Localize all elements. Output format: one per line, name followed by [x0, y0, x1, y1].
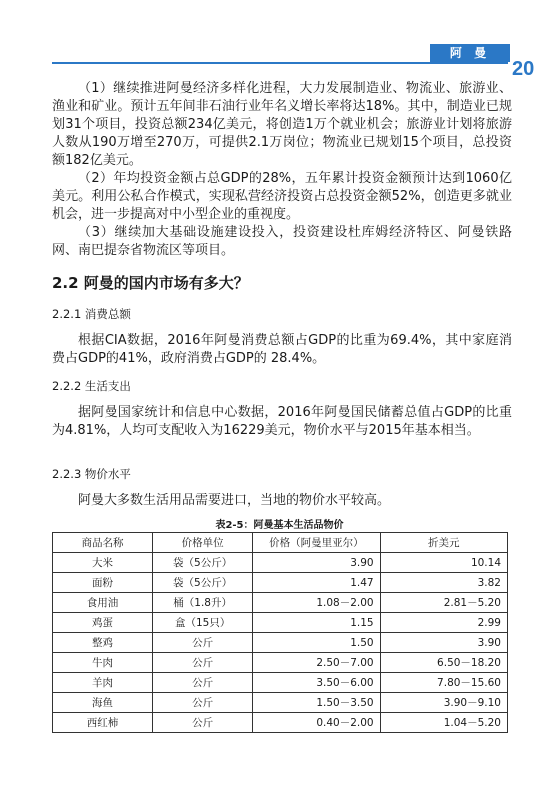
header-bar [430, 44, 510, 62]
paragraph-goal-2: （2）年均投资金额占总GDP的28%，五年累计投资金额预计达到1060亿美元。利用公私合作模式，实现私营经济投资占总投资金额52%，创造更多就业机会，进一步提高对中小型企业的重视度。 [52, 171, 512, 222]
cell-price-omr: 3.50－6.00 [253, 673, 380, 693]
page-number: 20 [512, 58, 535, 80]
cell-price-usd: 3.90 [380, 633, 507, 653]
table-row [53, 573, 508, 593]
cell-product-name: 面粉 [53, 573, 153, 593]
cell-price-omr: 1.50－3.50 [253, 693, 380, 713]
paragraph-goal-1: （1）继续推进阿曼经济多样化进程，大力发展制造业、物流业、旅游业、渔业和矿业。预计五年间非石油行业年名义增长率将达18%。其中，制造业已规划31个项目，投资总额234亿美元，将创造1万个就业机会；旅游业计划将旅游人数从190万增至270万，可提供2.1万岗位；物流业已规划15个项目，总投资额182亿美元。 [52, 81, 512, 168]
cell-price-omr: 0.40－2.00 [253, 713, 380, 733]
cell-price-omr: 1.47 [253, 573, 380, 593]
paragraph-consumption: 根据CIA数据，2016年阿曼消费总额占GDP的比重为69.4%，其中家庭消费占GDP的41%，政府消费占GDP的 28.4%。 [52, 333, 512, 366]
table-row [53, 633, 508, 653]
cell-price-usd: 6.50－18.20 [380, 653, 507, 673]
table-row [53, 613, 508, 633]
cell-product-name: 食用油 [53, 593, 153, 613]
cell-product-name: 牛肉 [53, 653, 153, 673]
table-caption: 表2-5：阿曼基本生活品物价 [215, 520, 344, 531]
cell-product-name: 海鱼 [53, 693, 153, 713]
header-price-omr: 价格（阿曼里亚尔） [253, 533, 380, 553]
cell-price-unit: 公斤 [153, 673, 253, 693]
table-row [53, 653, 508, 673]
table-row [53, 553, 508, 573]
price-table [52, 532, 508, 733]
cell-product-name: 整鸡 [53, 633, 153, 653]
cell-price-omr: 1.08－2.00 [253, 593, 380, 613]
subsection-heading-consumption: 2.2.1 消费总额 [52, 307, 131, 321]
cell-price-usd: 3.82 [380, 573, 507, 593]
header-price-usd: 折美元 [380, 533, 507, 553]
cell-product-name: 西红柿 [53, 713, 153, 733]
subsection-heading-price-level: 2.2.3 物价水平 [52, 467, 131, 481]
cell-price-usd: 7.80－15.60 [380, 673, 507, 693]
cell-price-usd: 1.04－5.20 [380, 713, 507, 733]
cell-price-unit: 盒（15只） [153, 613, 253, 633]
paragraph-living-expense: 据阿曼国家统计和信息中心数据，2016年阿曼国民储蓄总值占GDP的比重为4.81%，人均可支配收入为16229美元，物价水平与2015年基本相当。 [52, 405, 512, 438]
cell-product-name: 羊肉 [53, 673, 153, 693]
cell-product-name: 大米 [53, 553, 153, 573]
cell-price-omr: 3.90 [253, 553, 380, 573]
cell-price-unit: 公斤 [153, 693, 253, 713]
cell-price-unit: 桶（1.8升） [153, 593, 253, 613]
header-rule [52, 62, 508, 64]
cell-price-unit: 公斤 [153, 653, 253, 673]
table-row [53, 713, 508, 733]
cell-price-usd: 2.81－5.20 [380, 593, 507, 613]
cell-price-usd: 10.14 [380, 553, 507, 573]
cell-product-name: 鸡蛋 [53, 613, 153, 633]
table-row [53, 593, 508, 613]
paragraph-price-level: 阿曼大多数生活用品需要进口，当地的物价水平较高。 [78, 493, 391, 508]
section-title: 2.2 阿曼的国内市场有多大？ [52, 274, 249, 292]
header-price-unit: 价格单位 [153, 533, 253, 553]
cell-price-usd: 2.99 [380, 613, 507, 633]
cell-price-unit: 公斤 [153, 713, 253, 733]
cell-price-omr: 1.50 [253, 633, 380, 653]
cell-price-unit: 袋（5公斤） [153, 553, 253, 573]
table-row [53, 693, 508, 713]
subsection-heading-living-expense: 2.2.2 生活支出 [52, 379, 131, 393]
header-product-name: 商品名称 [53, 533, 153, 553]
cell-price-omr: 2.50－7.00 [253, 653, 380, 673]
header-section-label: 阿 曼 [449, 46, 491, 60]
paragraph-goal-3: （3）继续加大基础设施建设投入，投资建设杜库姆经济特区、阿曼铁路网、南巴提奈省物流区等项目。 [52, 225, 512, 258]
cell-price-usd: 3.90－9.10 [380, 693, 507, 713]
cell-price-unit: 袋（5公斤） [153, 573, 253, 593]
table-header-row [53, 533, 508, 553]
cell-price-unit: 公斤 [153, 633, 253, 653]
cell-price-omr: 1.15 [253, 613, 380, 633]
table-row [53, 673, 508, 693]
